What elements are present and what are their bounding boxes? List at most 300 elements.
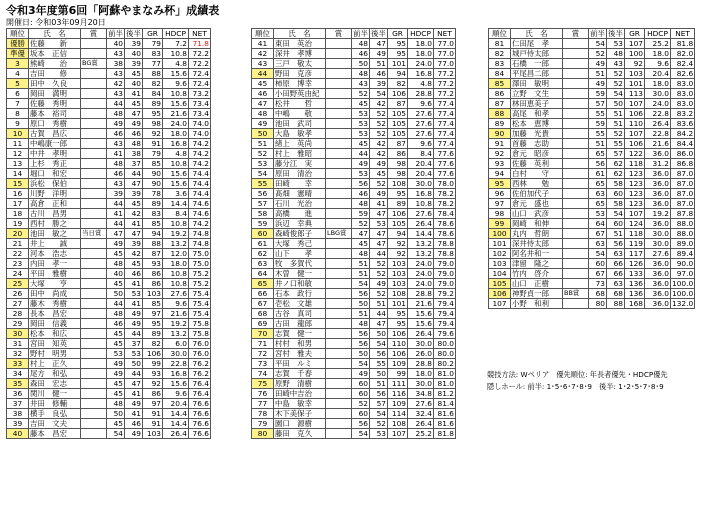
table-row (7, 279, 211, 289)
col-back: 45 (125, 259, 143, 269)
col-rank: 準優 (7, 49, 29, 59)
col-back: 57 (370, 399, 388, 409)
col-net: 74.2 (189, 159, 211, 169)
col-gross: 79 (143, 149, 163, 159)
table-row (489, 49, 695, 59)
col-rank: 59 (252, 219, 274, 229)
col-net: 87.0 (671, 169, 695, 179)
col-rank: 62 (252, 249, 274, 259)
col-rank: 98 (489, 209, 511, 219)
col-front: 56 (352, 289, 370, 299)
col-back: 45 (125, 199, 143, 209)
table-row (7, 389, 211, 399)
col-gross: 83 (143, 209, 163, 219)
col-gross: 103 (388, 259, 408, 269)
col-rank: 46 (252, 89, 274, 99)
col-back-header: 後半 (126, 29, 141, 38)
col-front: 48 (352, 319, 370, 329)
col-net: 86.8 (671, 159, 695, 169)
table-header-row (489, 29, 695, 39)
col-hdcp: 4.8 (163, 149, 189, 159)
col-front: 56 (352, 339, 370, 349)
col-prize (81, 409, 107, 419)
col-gross: 105 (388, 109, 408, 119)
col-gross: 89 (388, 199, 408, 209)
col-back: 51 (370, 379, 388, 389)
col-hdcp: 7.2 (163, 39, 189, 49)
col-hdcp: 26.4 (645, 119, 671, 129)
col-back: 47 (370, 239, 388, 249)
col-hdcp: 36.0 (645, 289, 671, 299)
col-prize (326, 109, 352, 119)
col-prize (326, 239, 352, 249)
table-header-row (252, 29, 456, 39)
col-hdcp: 36.0 (645, 269, 671, 279)
col-name: 阿名井和一 (511, 249, 563, 259)
col-name: 岡崎 和伸 (511, 219, 563, 229)
col-gross: 100 (625, 49, 645, 59)
col-prize (326, 319, 352, 329)
col-prize (326, 359, 352, 369)
col-hdcp-header: HDCP (408, 29, 434, 39)
col-rank: 64 (252, 269, 274, 279)
col-net: 72.4 (189, 79, 211, 89)
col-front: 73 (589, 279, 607, 289)
col-gross: 86 (143, 389, 163, 399)
col-back: 56 (370, 389, 388, 399)
col-prize (326, 189, 352, 199)
col-front: 50 (107, 289, 125, 299)
col-rank: 優勝 (7, 39, 29, 49)
col-rank: 103 (489, 259, 511, 269)
col-front: 54 (352, 279, 370, 289)
col-gross: 92 (143, 129, 163, 139)
col-rank: 22 (7, 249, 29, 259)
col-front: 45 (107, 419, 125, 429)
col-hdcp: 15.6 (163, 69, 189, 79)
col-front: 40 (107, 269, 125, 279)
col-net: 76.2 (189, 359, 211, 369)
col-net: 79.6 (434, 329, 456, 339)
col-name: 髙畑 憲晴 (274, 189, 326, 199)
col-prize (326, 99, 352, 109)
table-row (252, 169, 456, 179)
col-front: 49 (352, 369, 370, 379)
col-gross: 86 (143, 279, 163, 289)
col-back: 52 (607, 79, 625, 89)
col-front: 45 (107, 279, 125, 289)
col-net: 77.2 (434, 69, 456, 79)
col-front: 56 (352, 179, 370, 189)
col-hdcp: 18.0 (645, 79, 671, 89)
col-gross: 106 (388, 349, 408, 359)
col-net: 77.6 (434, 169, 456, 179)
col-prize (326, 409, 352, 419)
col-hdcp: 30.0 (408, 339, 434, 349)
col-name: 河本 浩志 (29, 249, 81, 259)
col-front: 45 (107, 249, 125, 259)
col-back: 47 (370, 229, 388, 239)
col-back: 52 (607, 69, 625, 79)
col-rank: 37 (7, 399, 29, 409)
col-prize (81, 69, 107, 79)
col-net: 82.6 (671, 69, 695, 79)
col-net: 75.8 (189, 319, 211, 329)
col-rank: 6 (7, 89, 29, 99)
col-name: 熊崎 治 (29, 59, 81, 69)
col-net: 87.0 (671, 199, 695, 209)
col-gross: 86 (143, 269, 163, 279)
table-row (7, 99, 211, 109)
col-hdcp: 16.8 (408, 189, 434, 199)
results-table-3 (488, 28, 695, 309)
col-name: 東田 英治 (274, 39, 326, 49)
col-front: 39 (107, 189, 125, 199)
table-row (252, 259, 456, 269)
col-name: 園口 源樹 (274, 419, 326, 429)
table-row (252, 249, 456, 259)
col-gross: 95 (388, 309, 408, 319)
table-row (489, 289, 695, 299)
col-front: 68 (589, 289, 607, 299)
table-row (489, 299, 695, 309)
col-net: 78.6 (434, 219, 456, 229)
col-prize (81, 399, 107, 409)
col-rank: 102 (489, 249, 511, 259)
col-rank: 25 (7, 279, 29, 289)
col-prize (81, 299, 107, 309)
table-row (252, 379, 456, 389)
col-gross: 106 (625, 109, 645, 119)
col-net: 79.0 (434, 259, 456, 269)
col-hdcp: 26.0 (408, 349, 434, 359)
col-net: 74.6 (189, 199, 211, 209)
col-front: 49 (107, 359, 125, 369)
col-prize (81, 259, 107, 269)
col-gross: 89 (143, 329, 163, 339)
col-front: 51 (352, 259, 370, 269)
col-gross: 85 (143, 299, 163, 309)
col-hdcp: 36.0 (645, 199, 671, 209)
col-front: 47 (107, 229, 125, 239)
col-gross: 101 (388, 59, 408, 69)
col-front: 46 (107, 169, 125, 179)
col-front: 46 (352, 49, 370, 59)
col-front: 48 (352, 199, 370, 209)
col-hdcp: 15.6 (408, 319, 434, 329)
col-rank: 88 (489, 109, 511, 119)
col-hdcp: 9.6 (163, 79, 189, 89)
col-prize (81, 239, 107, 249)
col-prize (563, 209, 589, 219)
col-hdcp: 30.0 (645, 89, 671, 99)
col-name: 吉田 修 (29, 69, 81, 79)
col-front: 45 (352, 99, 370, 109)
col-name: 松本 恵博 (511, 119, 563, 129)
col-hdcp: 36.0 (645, 189, 671, 199)
col-back: 52 (370, 259, 388, 269)
table-row (7, 189, 211, 199)
col-rank: 86 (489, 89, 511, 99)
table-row (252, 69, 456, 79)
col-front: 67 (589, 229, 607, 239)
col-rank: 26 (7, 289, 29, 299)
col-name: 岡田 信義 (29, 319, 81, 329)
col-front: 44 (352, 149, 370, 159)
col-front: 60 (352, 379, 370, 389)
col-gross: 93 (143, 259, 163, 269)
col-name: 田崎 幸 (274, 179, 326, 189)
col-name: 堀口 和宏 (29, 169, 81, 179)
col-net: 77.4 (434, 109, 456, 119)
col-hdcp: 10.8 (163, 279, 189, 289)
table-row (7, 409, 211, 419)
col-front: 54 (589, 249, 607, 259)
col-prize: 当日賞 (81, 229, 107, 239)
col-front: 50 (352, 349, 370, 359)
col-rank: 58 (252, 209, 274, 219)
col-hdcp: 24.0 (408, 259, 434, 269)
col-gross: 89 (143, 199, 163, 209)
col-rank: 106 (489, 289, 511, 299)
col-rank: 72 (252, 349, 274, 359)
col-rank: 66 (252, 289, 274, 299)
col-gross: 91 (143, 139, 163, 149)
col-name: 藤本 裕司 (29, 109, 81, 119)
col-name: 井ノ口和敏 (274, 279, 326, 289)
table-row (489, 99, 695, 109)
col-prize (326, 259, 352, 269)
table-row (489, 199, 695, 209)
col-hdcp: 36.0 (645, 259, 671, 269)
col-back: 47 (125, 179, 143, 189)
col-prize-header: 賞 (326, 29, 352, 39)
col-hdcp: 18.0 (163, 259, 189, 269)
col-prize (326, 139, 352, 149)
col-net: 74.6 (189, 209, 211, 219)
col-rank: 16 (7, 189, 29, 199)
col-front: 43 (107, 89, 125, 99)
col-rank: 65 (252, 279, 274, 289)
col-net: 75.4 (189, 309, 211, 319)
col-gross: 91 (143, 419, 163, 429)
col-name: 小田野英由紀 (274, 89, 326, 99)
col-rank: 71 (252, 339, 274, 349)
col-rank: 39 (7, 419, 29, 429)
col-prize (563, 169, 589, 179)
col-gross: 133 (625, 269, 645, 279)
table-row (489, 39, 695, 49)
table-row (7, 159, 211, 169)
table-row (489, 189, 695, 199)
col-back: 49 (370, 49, 388, 59)
col-gross: 83 (143, 49, 163, 59)
col-gross: 106 (388, 89, 408, 99)
col-hdcp: 30.0 (645, 229, 671, 239)
col-gross: 101 (388, 299, 408, 309)
col-back: 49 (125, 309, 143, 319)
col-rank: 73 (252, 359, 274, 369)
col-gross: 97 (143, 309, 163, 319)
col-front: 53 (589, 209, 607, 219)
col-net: 75.4 (189, 299, 211, 309)
col-rank: 43 (252, 59, 274, 69)
col-prize (81, 419, 107, 429)
col-back: 53 (607, 39, 625, 49)
col-name: 坂本 正信 (29, 49, 81, 59)
col-back: 53 (370, 429, 388, 439)
col-name: 神野貞一郎 (511, 289, 563, 299)
col-back: 51 (607, 119, 625, 129)
col-net: 77.2 (434, 79, 456, 89)
col-front: 48 (352, 249, 370, 259)
col-prize (81, 209, 107, 219)
col-gross: 114 (388, 409, 408, 419)
col-net: 79.0 (434, 279, 456, 289)
col-gross: 107 (625, 39, 645, 49)
col-prize (563, 79, 589, 89)
col-rank: 101 (489, 239, 511, 249)
col-net: 79.0 (434, 269, 456, 279)
col-name: 志賀 千春 (274, 369, 326, 379)
col-net: 83.6 (671, 119, 695, 129)
results-table-1 (6, 28, 211, 439)
table-row (7, 119, 211, 129)
col-back: 44 (370, 309, 388, 319)
col-gross: 97 (143, 399, 163, 409)
col-back: 48 (125, 139, 143, 149)
col-front: 49 (589, 59, 607, 69)
table-row (252, 59, 456, 69)
col-name: 石本 政行 (274, 289, 326, 299)
table-row (489, 269, 695, 279)
col-gross: 113 (625, 89, 645, 99)
col-prize (81, 309, 107, 319)
col-front: 53 (352, 169, 370, 179)
col-net: 77.6 (434, 149, 456, 159)
col-name: 白村 守 (511, 169, 563, 179)
col-hdcp-header: HDCP (163, 29, 189, 39)
col-prize (563, 149, 589, 159)
table-row (7, 429, 211, 439)
col-net: 76.4 (189, 389, 211, 399)
col-net: 74.2 (189, 149, 211, 159)
col-hdcp: 21.6 (163, 109, 189, 119)
table-row (7, 49, 211, 59)
col-prize (81, 149, 107, 159)
col-rank: 75 (252, 379, 274, 389)
col-hdcp: 15.6 (163, 179, 189, 189)
col-front: 51 (589, 139, 607, 149)
col-name: 緒上 英尚 (274, 139, 326, 149)
col-back: 49 (370, 189, 388, 199)
col-hdcp: 20.4 (645, 69, 671, 79)
col-hdcp: 27.6 (408, 119, 434, 129)
col-prize (81, 79, 107, 89)
col-back: 40 (125, 49, 143, 59)
col-front: 67 (589, 269, 607, 279)
col-back: 50 (370, 369, 388, 379)
table-row (489, 79, 695, 89)
col-gross: 103 (388, 279, 408, 289)
col-hdcp: 4.8 (163, 59, 189, 69)
col-hdcp: 19.2 (163, 319, 189, 329)
col-back: 44 (125, 369, 143, 379)
col-back: 50 (370, 329, 388, 339)
table-row (252, 99, 456, 109)
col-gross: 95 (143, 109, 163, 119)
col-back: 55 (370, 359, 388, 369)
col-rank-header: 順位 (7, 29, 29, 39)
table-row (252, 339, 456, 349)
col-back: 46 (370, 69, 388, 79)
table-row (489, 119, 695, 129)
col-gross: 109 (388, 359, 408, 369)
col-prize (81, 369, 107, 379)
table-row (7, 149, 211, 159)
col-hdcp: 22.8 (163, 359, 189, 369)
col-rank: 47 (252, 99, 274, 109)
col-gross: 109 (388, 399, 408, 409)
col-front: 48 (107, 159, 125, 169)
col-hdcp: 13.2 (408, 239, 434, 249)
col-name: 佐藤 秀明 (29, 99, 81, 109)
table-row (7, 39, 211, 49)
col-rank: 57 (252, 199, 274, 209)
col-name: 村上 雅昭 (274, 149, 326, 159)
col-front: 45 (352, 139, 370, 149)
col-back: 56 (607, 239, 625, 249)
table-row (252, 369, 456, 379)
col-name: 高尾 和孝 (511, 109, 563, 119)
col-rank: 85 (489, 79, 511, 89)
col-front: 53 (352, 119, 370, 129)
col-rank: 50 (252, 129, 274, 139)
col-gross: 119 (625, 239, 645, 249)
col-hdcp: 18.0 (645, 49, 671, 59)
col-back: 42 (125, 209, 143, 219)
col-rank: 99 (489, 219, 511, 229)
col-name: 城戸侍太郎 (511, 49, 563, 59)
col-back: 49 (125, 319, 143, 329)
col-hdcp: 16.8 (408, 69, 434, 79)
col-prize (563, 229, 589, 239)
col-gross-header: GR (143, 29, 163, 39)
col-name: 平田 ルミ (274, 359, 326, 369)
table-row (489, 59, 695, 69)
col-name: 佐藤 新 (29, 39, 81, 49)
col-gross: 77 (143, 59, 163, 69)
col-rank: 63 (252, 259, 274, 269)
col-prize (81, 429, 107, 439)
col-name: 田中 尚成 (29, 289, 81, 299)
col-gross: 101 (625, 79, 645, 89)
col-front: 47 (352, 229, 370, 239)
col-gross: 92 (388, 239, 408, 249)
table-row (252, 299, 456, 309)
col-prize (563, 199, 589, 209)
col-rank: 60 (252, 229, 274, 239)
col-hdcp: 36.0 (645, 299, 671, 309)
col-front: 54 (107, 429, 125, 439)
col-hdcp: 16.8 (163, 139, 189, 149)
col-name: 林田恵美子 (511, 99, 563, 109)
col-back: 52 (370, 179, 388, 189)
table-row (7, 199, 211, 209)
col-prize (563, 49, 589, 59)
col-prize: BG賞 (81, 59, 107, 69)
col-name: 宮村 雅夫 (274, 349, 326, 359)
